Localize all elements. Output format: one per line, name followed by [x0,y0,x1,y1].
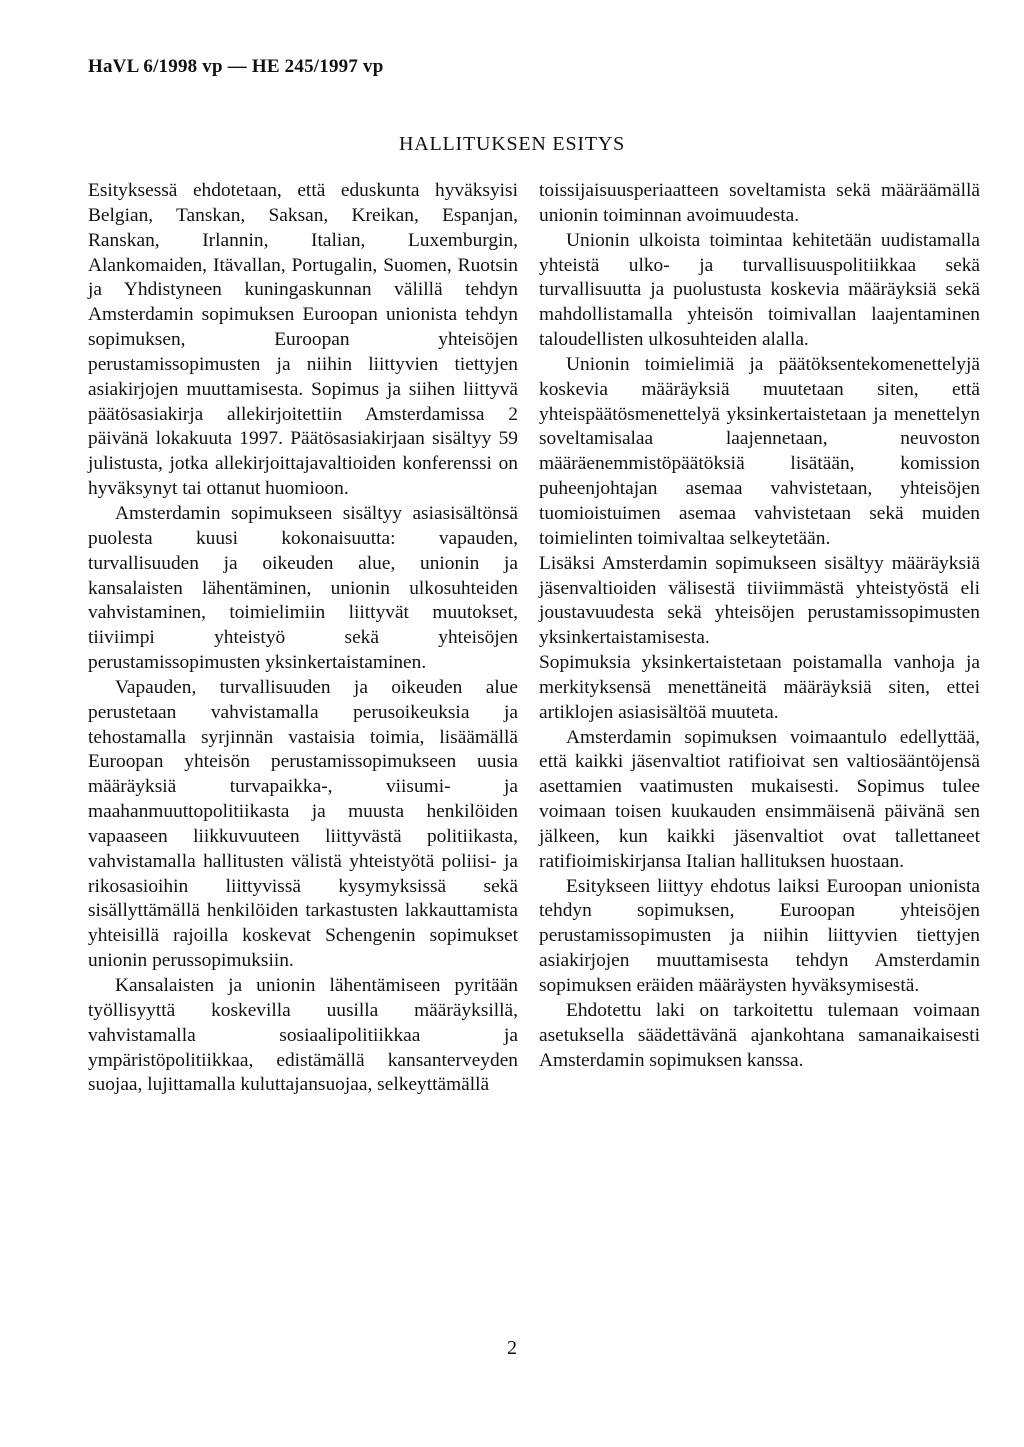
paragraph: Amsterdamin sopimuksen voimaantulo edellyttää, että kaikki jäsenvaltiot ratifioivat sen valtiosääntöjensä asettamien vaatimusten mukaisesti. Sopimus tulee voimaan toisen kuukauden ensimmäisenä päivänä sen jälkeen, kun kaikki jäsenvaltiot ovat tallettaneet ratifioimiskirjansa Italian hallituksen huostaan. [539,726,980,872]
paragraph: Vapauden, turvallisuuden ja oikeuden alue perustetaan vahvistamalla perusoikeuksia ja tehostamalla syrjinnän vastaisia toimia, lisäämällä Euroopan yhteisön perustamissopimukseen uusia määräyksiä turvapaikka-, viisumi- ja maahanmuuttopolitiikasta ja muusta henkilöiden vapaaseen liikkuvuuteen liittyvästä politiikasta, vahvistamalla hallitusten välistä yhteistyötä poliisi- ja rikosasioihin liittyvissä kysymyksissä sekä sisällyttämällä henkilöiden tarkastusten lakkauttamista yhteisillä rajoilla koskevat Schengenin sopimukset unionin perussopimuksiin. [88,676,518,972]
paragraph: Kansalaisten ja unionin lähentämiseen pyritään työllisyyttä koskevilla uusilla määräyksillä, vahvistamalla sosiaalipolitiikkaa ja ympäristöpolitiikkaa, edistämällä kansanterveyden suojaa, lujittamalla kuluttajansuojaa, selkeyttämällä [88,975,518,1096]
paragraph: Sopimuksia yksinkertaistetaan poistamalla vanhoja ja merkityksensä menettäneitä määräyksiä siten, ettei artiklojen asiasisältöä muuteta. [539,652,980,723]
paragraph: Amsterdamin sopimukseen sisältyy asiasisältönsä puolesta kuusi kokonaisuutta: vapauden, turvallisuuden ja oikeuden alue, unionin ja kansalaisten lähentäminen, unionin ulkosuhteiden vahvistaminen, toimielimiin liittyvät muutokset, tiiviimpi yhteistyö sekä yhteisöjen perustamissopimusten yksinkertaistaminen. [88,502,518,674]
paragraph: Unionin ulkoista toimintaa kehitetään uudistamalla yhteistä ulko- ja turvallisuuspolitiikkaa sekä turvallisuutta ja puolustusta koskevia määräyksiä sekä mahdollistamalla yhteisön toimivallan laajentaminen taloudellisten ulkosuhteiden alalla. [539,229,980,351]
page-number: 2 [507,1337,517,1359]
paragraph: Ehdotettu laki on tarkoitettu tulemaan voimaan asetuksella säädettävänä ajankohtana samanaikaisesti Amsterdamin sopimuksen kanssa. [539,999,980,1071]
document-title: HALLITUKSEN ESITYS [398,133,626,155]
paragraph: Lisäksi Amsterdamin sopimukseen sisältyy määräyksiä jäsenvaltioiden välisestä tiiviimmästä yhteistyöstä eli joustavuudesta sekä yhteisöjen perustamissopimusten yksinkertaistamisesta. [539,552,980,649]
right-column [539,179,980,1073]
paragraph: Esitykseen liittyy ehdotus laiksi Euroopan unionista tehdyn sopimuksen, Euroopan yhteisöjen perustamissopimusten ja niihin liittyvien tiettyjen asiakirjojen muuttamisesta tehdyn Amsterdamin sopimuksen eräiden määräysten hyväksymisestä. [539,875,980,996]
paragraph: Unionin toimielimiä ja päätöksentekomenettelyjä koskevia määräyksiä muutetaan siten, että yhteispäätösmenettelyä yksinkertaistetaan ja menettelyn soveltamisalaa laajennetaan, neuvoston määräenemmistöpäätöksiä lisätään, komission puheenjohtajan asemaa vahvistetaan, yhteisöjen tuomioistuimen asemaa vahvistetaan sekä muiden toimielinten toimivaltaa selkeytetään. [539,353,980,549]
left-column [88,179,518,1098]
paragraph: Esityksessä ehdotetaan, että eduskunta hyväksyisi Belgian, Tanskan, Saksan, Kreikan, Espanjan, Ranskan, Irlannin, Italian, Luxemburgin, Alankomaiden, Itävallan, Portugalin, Suomen, Ruotsin ja Yhdistyneen kuningaskunnan välillä tehdyn Amsterdamin sopimuksen Euroopan unionista tehdyn sopimuksen, Euroopan yhteisöjen perustamissopimusten ja niihin liittyvien tiettyjen asiakirjojen muuttamisesta. Sopimus ja siihen liittyvä päätösasiakirja allekirjoitettiin Amsterdamissa 2 päivänä lokakuuta 1997. Päätösasiakirjaan sisältyy 59 julistusta, jotka allekirjoittajavaltioiden konferenssi on hyväksynyt tai ottanut huomioon. [88,180,518,500]
paragraph: toissijaisuusperiaatteen soveltamista sekä määräämällä unionin toiminnan avoimuudesta. [539,180,980,226]
running-head: HaVL 6/1998 vp — HE 245/1997 vp [88,56,384,77]
